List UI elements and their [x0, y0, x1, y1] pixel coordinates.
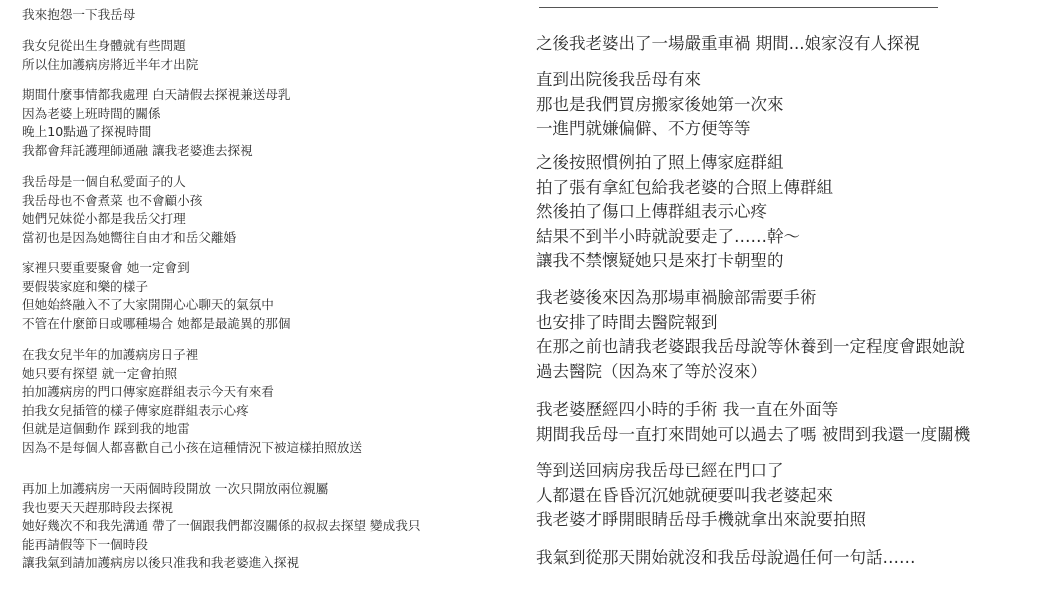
text-line: 也安排了時間去醫院報到	[536, 312, 718, 332]
text-line: 我老婆歷經四小時的手術 我一直在外面等	[536, 400, 839, 419]
text-line: 她們兄妹從小都是我岳父打理	[22, 211, 186, 227]
left-paragraph-1	[22, 6, 135, 25]
left-paragraph-7	[22, 480, 420, 573]
text-line: 我也要天天趕那時段去探視	[22, 499, 174, 515]
text-line: 我來抱怨一下我岳母	[22, 7, 136, 22]
text-line: 期間什麼事情都我處理 白天請假去探視兼送母乳	[22, 87, 291, 102]
right-paragraph-1	[536, 32, 920, 57]
text-line: 我岳母是一個自私愛面子的人	[22, 174, 186, 189]
right-paragraph-7	[536, 546, 916, 571]
top-divider	[539, 7, 938, 8]
text-line: 因為不是每個人都喜歡自己小孩在這種情況下被這樣拍照放送	[22, 439, 363, 455]
text-line: 之後我老婆出了一場嚴重車禍 期間...娘家沒有人探視	[536, 34, 920, 53]
text-line: 但她始終融入不了大家開開心心聊天的氣氛中	[22, 297, 274, 313]
text-line: 她只要有探望 就一定會拍照	[22, 365, 178, 381]
text-line: 拍了張有拿紅包給我老婆的合照上傳群組	[536, 177, 833, 197]
text-line: 我都會拜託護理師通融 讓我老婆進去探視	[22, 142, 253, 158]
text-line: 拍我女兒插管的樣子傳家庭群組表示心疼	[22, 402, 249, 418]
text-line: 等到送回病房我岳母已經在門口了	[536, 461, 784, 480]
text-line: 在那之前也請我老婆跟我岳母說等休養到一定程度會跟她說	[536, 337, 965, 356]
text-line: 她好幾次不和我先溝通 帶了一個跟我們都沒關係的叔叔去探望 變成我只	[22, 518, 421, 534]
text-line: 那也是我們買房搬家後她第一次來	[536, 94, 784, 114]
left-paragraph-6	[22, 346, 362, 458]
text-line: 過去醫院（因為來了等於沒來）	[536, 361, 767, 381]
text-line: 直到出院後我岳母有來	[536, 70, 701, 89]
right-paragraph-5	[536, 398, 970, 447]
text-line: 不管在什麼節日或哪種場合 她都是最詭異的那個	[22, 315, 291, 331]
text-line: 結果不到半小時就說要走了……幹～	[536, 226, 800, 246]
text-line: 當初也是因為她嚮往自由才和岳父離婚	[22, 229, 237, 245]
text-line: 我岳母也不會煮菜 也不會顧小孩	[22, 192, 203, 208]
text-line: 再加上加護病房一天兩個時段開放 一次只開放兩位親屬	[22, 481, 329, 496]
text-line: 之後按照慣例拍了照上傳家庭群組	[536, 153, 784, 172]
text-line: 拍加護病房的門口傳家庭群組表示今天有來看	[22, 384, 274, 400]
left-paragraph-5	[22, 259, 290, 333]
text-line: 因為老婆上班時間的關係	[22, 105, 161, 121]
text-line: 讓我氣到請加護病房以後只准我和我老婆進入探視	[22, 555, 300, 571]
right-paragraph-2	[536, 68, 784, 142]
text-line: 在我女兒半年的加護病房日子裡	[22, 347, 199, 362]
left-paragraph-3	[22, 86, 290, 160]
text-line: 我老婆後來因為那場車禍臉部需要手術	[536, 288, 817, 307]
text-line: 人都還在昏昏沉沉她就硬要叫我老婆起來	[536, 485, 833, 505]
text-line: 期間我岳母一直打來問她可以過去了嗎 被問到我還一度關機	[536, 424, 971, 444]
text-line: 能再請假等下一個時段	[22, 536, 148, 552]
right-paragraph-6	[536, 459, 866, 533]
text-line: 所以住加護病房將近半年才出院	[22, 56, 199, 72]
left-paragraph-2	[22, 37, 198, 74]
right-paragraph-4	[536, 286, 965, 384]
text-line: 然後拍了傷口上傳群組表示心疼	[536, 202, 767, 221]
text-line: 家裡只要重要聚會 她一定會到	[22, 260, 190, 275]
text-line: 一進門就嫌偏僻、不方便等等	[536, 119, 751, 138]
text-line: 我老婆才睜開眼睛岳母手機就拿出來說要拍照	[536, 510, 866, 529]
text-line: 但就是這個動作 踩到我的地雷	[22, 421, 190, 437]
text-line: 我氣到從那天開始就沒和我岳母說過任何一句話……	[536, 548, 916, 567]
text-line: 讓我不禁懷疑她只是來打卡朝聖的	[536, 251, 784, 270]
text-line: 晚上10點過了探視時間	[22, 124, 152, 140]
left-paragraph-4	[22, 173, 236, 247]
text-line: 我女兒從出生身體就有些問題	[22, 38, 186, 53]
right-paragraph-3	[536, 151, 833, 274]
text-line: 要假裝家庭和樂的樣子	[22, 278, 148, 294]
